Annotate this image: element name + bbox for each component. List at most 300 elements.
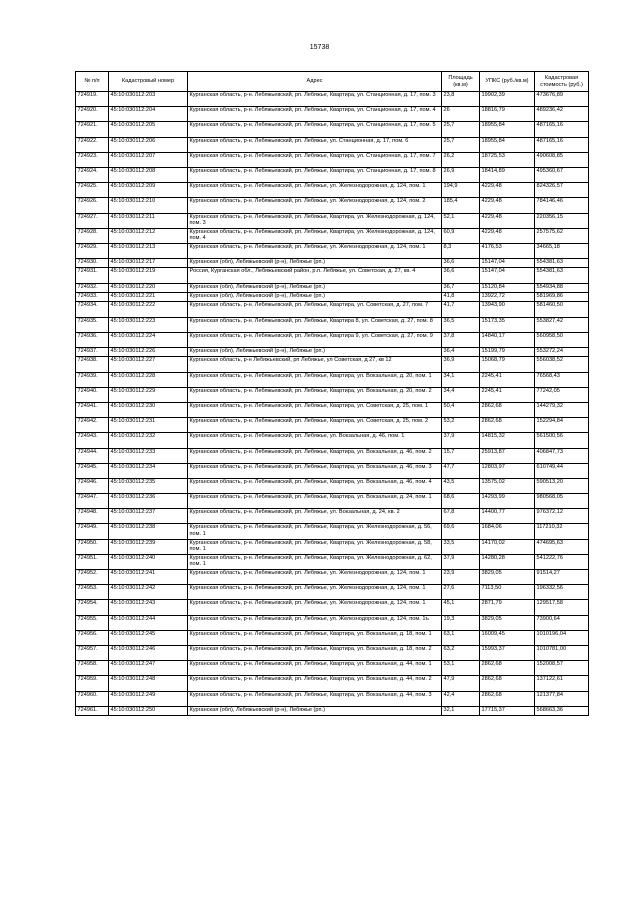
cell-cadastral-number: 45:10:030112:229	[109, 387, 188, 402]
cell-num: 724947.	[76, 494, 109, 509]
table-row	[76, 509, 589, 524]
table-row	[76, 630, 589, 645]
cadastral-table	[75, 71, 589, 716]
cell-address: Курганская область, р-н. Лебяжьевский, рп. Лебяжье, ул. Железнодорожная, д. 124, пом. 1	[188, 585, 442, 600]
cell-cadastral-number: 45:10:030112:249	[109, 691, 188, 706]
cell-address: Курганская область, р-н. Лебяжьевский, рп. Лебяжье, Квартира, ул. Станционная, д. 17, пом. 3	[188, 92, 442, 107]
cell-cadastral-number: 45:10:030112:207	[109, 152, 188, 167]
cell-upks: 4229,48	[480, 228, 535, 243]
cell-address: Курганская область, р-н. Лебяжьевский, рп. Лебяжье, ул. Железнодорожная, д. 124, пом. 1	[188, 183, 442, 198]
cell-cadastral-number: 45:10:030112:209	[109, 183, 188, 198]
cell-cadastral-cost: 117210,32	[535, 524, 589, 539]
cell-num: 724956.	[76, 630, 109, 645]
cell-cadastral-cost: 980568,05	[535, 494, 589, 509]
cell-address: Курганская область, р-н. Лебяжьевский, рп. Лебяжье, Квартира, ул. Вокзальная, д. 24, пом. 1	[188, 494, 442, 509]
header-num: № п/п	[76, 72, 109, 92]
cell-area: 63,2	[442, 645, 480, 660]
cell-address: Курганская (обл), Лебяжьевский (р-н), Лебяжье (рп.)	[188, 706, 442, 715]
cell-num: 724955.	[76, 615, 109, 630]
cell-cadastral-cost: 556038,52	[535, 357, 589, 372]
cell-cadastral-number: 45:10:030112:213	[109, 243, 188, 258]
cell-cadastral-cost: 77242,05	[535, 387, 589, 402]
cell-cadastral-number: 45:10:030112:230	[109, 402, 188, 417]
cell-area: 15,7	[442, 448, 480, 463]
cell-num: 724932.	[76, 283, 109, 292]
cell-address: Курганская область, р-н. Лебяжьевский, рп. Лебяжье, Квартира, ул. Вокзальная, д. 46, пом. 4	[188, 478, 442, 493]
cell-area: 41,8	[442, 293, 480, 302]
cell-cadastral-number: 45:10:030112:221	[109, 293, 188, 302]
cell-cadastral-number: 45:10:030112:235	[109, 478, 188, 493]
cell-num: 724925.	[76, 183, 109, 198]
cell-num: 724930.	[76, 259, 109, 268]
cell-address: Курганская (обл), Лебяжьевский (р-н), Лебяжье (рп.)	[188, 283, 442, 292]
cell-address: Курганская область, р-н. Лебяжьевский, рп. Лебяжье, Квартира, ул. Вокзальная, д. 46, пом. 3	[188, 463, 442, 478]
cell-cadastral-number: 45:10:030112:226	[109, 347, 188, 356]
cell-upks: 14840,17	[480, 332, 535, 347]
cell-num: 724921.	[76, 122, 109, 137]
cell-area: 36,7	[442, 283, 480, 292]
header-cadastral-number: Кадастровый номер	[109, 72, 188, 92]
cell-cadastral-cost: 76568,43	[535, 372, 589, 387]
cell-area: 26,2	[442, 152, 480, 167]
cell-upks: 2862,68	[480, 402, 535, 417]
cell-num: 724957.	[76, 645, 109, 660]
cell-cadastral-cost: 129517,58	[535, 600, 589, 615]
cell-upks: 2871,79	[480, 600, 535, 615]
cell-area: 50,4	[442, 402, 480, 417]
cell-address: Курганская область, р-н. Лебяжьевский, рп. Лебяжье, Квартира 8, ул. Советская, д. 27, пом. 8	[188, 317, 442, 332]
cell-upks: 14293,99	[480, 494, 535, 509]
cell-upks: 19902,39	[480, 92, 535, 107]
cell-num: 724927.	[76, 213, 109, 228]
cell-upks: 13943,90	[480, 302, 535, 317]
cell-address: Курганская область, р-н. Лебяжьевский, рп. Лебяжье, Квартира, ул. Советская, д. 27, пом. 7	[188, 302, 442, 317]
cell-cadastral-cost: 560958,50	[535, 332, 589, 347]
cell-upks: 4229,48	[480, 183, 535, 198]
cell-upks: 2862,68	[480, 661, 535, 676]
table-row	[76, 107, 589, 122]
cell-area: 19,3	[442, 615, 480, 630]
cell-area: 36,6	[442, 268, 480, 283]
cell-cadastral-number: 45:10:030112:240	[109, 554, 188, 569]
cell-address: Курганская область, р-н. Лебяжьевский, рп. Лебяжье, Квартира, ул. Железнодорожная, д. 58, пом. 1	[188, 539, 442, 554]
cell-num: 724941.	[76, 402, 109, 417]
cell-cadastral-number: 45:10:030112:211	[109, 213, 188, 228]
table-row	[76, 259, 589, 268]
cell-area: 36,6	[442, 259, 480, 268]
cell-upks: 2245,41	[480, 387, 535, 402]
header-row	[76, 72, 589, 92]
table-row	[76, 137, 589, 152]
cell-cadastral-cost: 406847,73	[535, 448, 589, 463]
header-upks: УПКС (руб./кв.м)	[480, 72, 535, 92]
cell-cadastral-cost: 495360,67	[535, 167, 589, 182]
cell-upks: 13575,02	[480, 478, 535, 493]
header-cadastral-cost: Кадастровая стоимость (руб.)	[535, 72, 589, 92]
cell-area: 45,1	[442, 600, 480, 615]
cell-cadastral-number: 45:10:030112:237	[109, 509, 188, 524]
cell-cadastral-number: 45:10:030112:220	[109, 283, 188, 292]
table-row	[76, 706, 589, 715]
cell-address: Курганская область, р-н Лебяжьевский, рп Лебяжье, ул Советская, д 27, кв 12	[188, 357, 442, 372]
cell-cadastral-cost: 976372,12	[535, 509, 589, 524]
cell-area: 26	[442, 107, 480, 122]
cell-address: Курганская область, р-н. Лебяжьевский, рп. Лебяжье, Квартира, ул. Советская, д. 25, пом. 1	[188, 402, 442, 417]
cell-upks: 14170,02	[480, 539, 535, 554]
cell-upks: 15120,84	[480, 283, 535, 292]
cell-area: 41,7	[442, 302, 480, 317]
cell-area: 68,6	[442, 494, 480, 509]
cell-address: Курганская область, р-н. Лебяжьевский, рп. Лебяжье, Квартира, ул. Железнодорожная, д. 124, пом. 3	[188, 213, 442, 228]
cell-cadastral-cost: 152008,57	[535, 661, 589, 676]
table-row	[76, 213, 589, 228]
table-header	[76, 72, 589, 92]
cell-upks: 4229,48	[480, 213, 535, 228]
cell-upks: 13922,72	[480, 293, 535, 302]
cell-area: 194,9	[442, 183, 480, 198]
cell-address: Курганская область, р-н. Лебяжьевский, рп. Лебяжье, Квартира, ул. Советская, д. 25, пом. 2	[188, 418, 442, 433]
cell-address: Курганская (обл), Лебяжьевский (р-н), Лебяжье (рп.)	[188, 293, 442, 302]
table-row	[76, 615, 589, 630]
cell-area: 34,1	[442, 372, 480, 387]
cell-upks: 14815,32	[480, 433, 535, 448]
cell-area: 33,5	[442, 539, 480, 554]
cell-num: 724920.	[76, 107, 109, 122]
cell-cadastral-cost: 541222,76	[535, 554, 589, 569]
table-row	[76, 283, 589, 292]
cell-cadastral-number: 45:10:030112:219	[109, 268, 188, 283]
cell-upks: 4229,48	[480, 198, 535, 213]
cell-num: 724959.	[76, 676, 109, 691]
cell-upks: 18955,84	[480, 122, 535, 137]
cell-cadastral-number: 45:10:030112:227	[109, 357, 188, 372]
cell-cadastral-cost: 487165,16	[535, 122, 589, 137]
cell-cadastral-number: 45:10:030112:224	[109, 332, 188, 347]
cell-cadastral-cost: 824326,57	[535, 183, 589, 198]
cell-num: 724944.	[76, 448, 109, 463]
cell-cadastral-number: 45:10:030112:205	[109, 122, 188, 137]
cell-address: Курганская область, р-н. Лебяжьевский, рп. Лебяжье, Квартира, ул. Станционная, д. 17, пом. 4	[188, 107, 442, 122]
cell-cadastral-number: 45:10:030112:228	[109, 372, 188, 387]
cell-area: 25,7	[442, 122, 480, 137]
cell-cadastral-cost: 784146,46	[535, 198, 589, 213]
cell-cadastral-cost: 554381,63	[535, 268, 589, 283]
cell-num: 724933.	[76, 293, 109, 302]
cell-cadastral-number: 45:10:030112:243	[109, 600, 188, 615]
cell-upks: 15147,04	[480, 259, 535, 268]
cell-cadastral-number: 45:10:030112:208	[109, 167, 188, 182]
cell-area: 37,9	[442, 554, 480, 569]
cell-num: 724935.	[76, 317, 109, 332]
table-row	[76, 293, 589, 302]
cell-upks: 15147,04	[480, 268, 535, 283]
table-row	[76, 524, 589, 539]
cell-cadastral-cost: 490608,85	[535, 152, 589, 167]
cell-cadastral-number: 45:10:030112:245	[109, 630, 188, 645]
table-row	[76, 600, 589, 615]
cell-address: Курганская область, р-н. Лебяжьевский, рп. Лебяжье, Квартира, ул. Вокзальная, д. 20, пом. 2	[188, 387, 442, 402]
cell-num: 724924.	[76, 167, 109, 182]
header-address: Адрес	[188, 72, 442, 92]
cell-cadastral-number: 45:10:030112:248	[109, 676, 188, 691]
table-row	[76, 402, 589, 417]
cell-area: 26,9	[442, 167, 480, 182]
cell-upks: 18816,79	[480, 107, 535, 122]
table-row	[76, 152, 589, 167]
cell-cadastral-number: 45:10:030112:222	[109, 302, 188, 317]
cell-cadastral-cost: 257575,62	[535, 228, 589, 243]
cell-address: Курганская (обл), Лебяжьевский (р-н), Лебяжье (рп.)	[188, 347, 442, 356]
cell-num: 724946.	[76, 478, 109, 493]
page-number: 15738	[309, 44, 330, 51]
cell-upks: 14280,28	[480, 554, 535, 569]
cell-upks: 1684,06	[480, 524, 535, 539]
cell-cadastral-cost: 554381,63	[535, 259, 589, 268]
cell-cadastral-cost: 590513,20	[535, 478, 589, 493]
cell-num: 724923.	[76, 152, 109, 167]
cell-num: 724922.	[76, 137, 109, 152]
cell-area: 43,5	[442, 478, 480, 493]
cell-area: 53,2	[442, 418, 480, 433]
cell-num: 724939.	[76, 372, 109, 387]
table-row	[76, 691, 589, 706]
cell-num: 724929.	[76, 243, 109, 258]
table-row	[76, 302, 589, 317]
cell-area: 60,9	[442, 228, 480, 243]
cell-num: 724953.	[76, 585, 109, 600]
cell-area: 47,7	[442, 463, 480, 478]
table-row	[76, 243, 589, 258]
table-row	[76, 661, 589, 676]
table-row	[76, 332, 589, 347]
cell-area: 63,1	[442, 630, 480, 645]
cell-cadastral-cost: 487165,16	[535, 137, 589, 152]
cell-cadastral-number: 45:10:030112:234	[109, 463, 188, 478]
table-row	[76, 228, 589, 243]
cell-address: Курганская область, р-н. Лебяжьевский, рп. Лебяжье, ул. Железнодорожная, д. 124, пом. 1	[188, 570, 442, 585]
cell-cadastral-number: 45:10:030112:242	[109, 585, 188, 600]
cell-num: 724934.	[76, 302, 109, 317]
cell-cadastral-cost: 220356,15	[535, 213, 589, 228]
table-row	[76, 433, 589, 448]
cell-address: Курганская область, р-н. Лебяжьевский, рп. Лебяжье, ул. Железнодорожная, д. 124, пом. 2	[188, 198, 442, 213]
cell-num: 724937.	[76, 347, 109, 356]
cell-area: 32,1	[442, 706, 480, 715]
cell-upks: 15173,35	[480, 317, 535, 332]
cell-address: Курганская область, р-н. Лебяжьевский, рп. Лебяжье, ул. Железнодорожная, д. 124, пом. 1	[188, 243, 442, 258]
table-row	[76, 448, 589, 463]
cell-upks: 15199,79	[480, 347, 535, 356]
cell-cadastral-number: 45:10:030112:212	[109, 228, 188, 243]
cell-address: Курганская область, р-н. Лебяжьевский, рп. Лебяжье, ул. Вокзальная, д. 24, кв. 2	[188, 509, 442, 524]
cell-num: 724926.	[76, 198, 109, 213]
cell-cadastral-cost: 489236,42	[535, 107, 589, 122]
cell-cadastral-number: 45:10:030112:203	[109, 92, 188, 107]
cell-upks: 2862,68	[480, 691, 535, 706]
cell-area: 69,6	[442, 524, 480, 539]
cell-upks: 2862,68	[480, 676, 535, 691]
cell-area: 53,1	[442, 661, 480, 676]
cell-cadastral-cost: 581460,50	[535, 302, 589, 317]
cell-num: 724960.	[76, 691, 109, 706]
header-area: Площадь (кв.м)	[442, 72, 480, 92]
cell-cadastral-cost: 152294,84	[535, 418, 589, 433]
table-row	[76, 570, 589, 585]
cell-cadastral-number: 45:10:030112:241	[109, 570, 188, 585]
cell-upks: 3829,05	[480, 615, 535, 630]
cell-cadastral-number: 45:10:030112:217	[109, 259, 188, 268]
cell-area: 185,4	[442, 198, 480, 213]
cell-cadastral-cost: 34665,18	[535, 243, 589, 258]
table-row	[76, 317, 589, 332]
cell-num: 724952.	[76, 570, 109, 585]
cell-cadastral-cost: 1010781,00	[535, 645, 589, 660]
cell-upks: 18414,89	[480, 167, 535, 182]
cell-address: Курганская область, р-н. Лебяжьевский, рп. Лебяжье, ул. Вокзальная, д. 46, пом. 1	[188, 433, 442, 448]
cell-num: 724958.	[76, 661, 109, 676]
table-row	[76, 676, 589, 691]
cell-area: 47,9	[442, 676, 480, 691]
cell-address: Курганская (обл), Лебяжьевский (р-н), Лебяжье (рп.)	[188, 259, 442, 268]
cell-address: Курганская область, р-н. Лебяжьевский, рп. Лебяжье, ул. Станционная, д. 17, пом. 6	[188, 137, 442, 152]
cell-num: 724954.	[76, 600, 109, 615]
cell-upks: 7113,50	[480, 585, 535, 600]
cell-cadastral-cost: 137122,61	[535, 676, 589, 691]
cell-num: 724945.	[76, 463, 109, 478]
cell-upks: 3829,05	[480, 570, 535, 585]
cell-address: Курганская область, р-н. Лебяжьевский, рп. Лебяжье, Квартира, ул. Вокзальная, д. 44, пом. 3	[188, 691, 442, 706]
cell-area: 67,8	[442, 509, 480, 524]
cell-cadastral-number: 45:10:030112:250	[109, 706, 188, 715]
cell-cadastral-cost: 473676,89	[535, 92, 589, 107]
cell-area: 36,5	[442, 317, 480, 332]
cell-cadastral-cost: 121377,84	[535, 691, 589, 706]
cell-cadastral-cost: 554934,88	[535, 283, 589, 292]
cell-cadastral-number: 45:10:030112:210	[109, 198, 188, 213]
cell-upks: 14400,77	[480, 509, 535, 524]
cell-upks: 16009,45	[480, 630, 535, 645]
cell-cadastral-number: 45:10:030112:239	[109, 539, 188, 554]
cell-address: Курганская область, р-н. Лебяжьевский, рп. Лебяжье, Квартира, ул. Станционная, д. 17, пом. 8	[188, 167, 442, 182]
cell-address: Курганская область, р-н. Лебяжьевский, рп. Лебяжье, Квартира, ул. Вокзальная, д. 18, пом. 1	[188, 630, 442, 645]
cell-cadastral-cost: 553827,42	[535, 317, 589, 332]
table-row	[76, 554, 589, 569]
cell-num: 724961.	[76, 706, 109, 715]
table-row	[76, 347, 589, 356]
cell-address: Курганская область, р-н. Лебяжьевский, рп. Лебяжье, Квартира, ул. Железнодорожная, д. 62, пом. 1	[188, 554, 442, 569]
cell-num: 724942.	[76, 418, 109, 433]
table-row	[76, 357, 589, 372]
cell-area: 23,9	[442, 570, 480, 585]
cell-cadastral-number: 45:10:030112:246	[109, 645, 188, 660]
cell-cadastral-number: 45:10:030112:247	[109, 661, 188, 676]
cell-cadastral-number: 45:10:030112:236	[109, 494, 188, 509]
cell-upks: 15068,79	[480, 357, 535, 372]
cell-num: 724949.	[76, 524, 109, 539]
cell-cadastral-cost: 581969,86	[535, 293, 589, 302]
table-row	[76, 478, 589, 493]
cell-upks: 2245,41	[480, 372, 535, 387]
cell-area: 23,8	[442, 92, 480, 107]
cell-cadastral-number: 45:10:030112:238	[109, 524, 188, 539]
table-row	[76, 92, 589, 107]
table-row	[76, 372, 589, 387]
table-row	[76, 387, 589, 402]
cell-area: 8,3	[442, 243, 480, 258]
table-row	[76, 122, 589, 137]
cell-cadastral-cost: 474695,63	[535, 539, 589, 554]
table-row	[76, 539, 589, 554]
cell-num: 724928.	[76, 228, 109, 243]
cell-num: 724950.	[76, 539, 109, 554]
cell-area: 36,4	[442, 347, 480, 356]
cell-cadastral-number: 45:10:030112:204	[109, 107, 188, 122]
cell-cadastral-number: 45:10:030112:231	[109, 418, 188, 433]
cell-upks: 18955,84	[480, 137, 535, 152]
cell-address: Курганская область, р-н. Лебяжьевский, рп. Лебяжье, Квартира 9, ул. Советская, д. 27, пом. 9	[188, 332, 442, 347]
cell-cadastral-cost: 91514,27	[535, 570, 589, 585]
cell-address: Россия, Курганская обл., Лебяжьевский район, р.п. Лебяжье, ул. Советская, д. 27, кв. 4	[188, 268, 442, 283]
table-row	[76, 585, 589, 600]
cell-cadastral-cost: 1010196,04	[535, 630, 589, 645]
cell-address: Курганская область, р-н. Лебяжьевский, рп. Лебяжье, Квартира, ул. Вокзальная, д. 46, пом. 2	[188, 448, 442, 463]
cell-area: 37,8	[442, 332, 480, 347]
cell-address: Курганская область, р-н. Лебяжьевский, рп. Лебяжье, Квартира, ул. Вокзальная, д. 44, пом. 2	[188, 676, 442, 691]
table-row	[76, 268, 589, 283]
cell-area: 36,9	[442, 357, 480, 372]
cell-address: Курганская область, р-н. Лебяжьевский, рп. Лебяжье, ул. Железнодорожная, д. 124, пом. 1ъ	[188, 615, 442, 630]
cell-cadastral-cost: 568663,36	[535, 706, 589, 715]
table-row	[76, 494, 589, 509]
cell-address: Курганская область, р-н. Лебяжьевский, рп. Лебяжье, Квартира, ул. Железнодорожная, д. 56, пом. 1	[188, 524, 442, 539]
cell-cadastral-cost: 561500,56	[535, 433, 589, 448]
table-row	[76, 418, 589, 433]
table-row	[76, 198, 589, 213]
cell-area: 27,6	[442, 585, 480, 600]
cell-num: 724943.	[76, 433, 109, 448]
cell-cadastral-cost: 144279,32	[535, 402, 589, 417]
cell-address: Курганская область, р-н. Лебяжьевский, рп. Лебяжье, Квартира, ул. Железнодорожная, д. 124, пом. 4	[188, 228, 442, 243]
cell-num: 724938.	[76, 357, 109, 372]
cell-area: 37,9	[442, 433, 480, 448]
cell-num: 724919.	[76, 92, 109, 107]
table-row	[76, 645, 589, 660]
cell-upks: 15993,37	[480, 645, 535, 660]
cell-num: 724931.	[76, 268, 109, 283]
cell-cadastral-cost: 610749,44	[535, 463, 589, 478]
table-row	[76, 463, 589, 478]
cell-num: 724948.	[76, 509, 109, 524]
cell-address: Курганская область, р-н. Лебяжьевский, рп. Лебяжье, Квартира, ул. Станционная, д. 17, пом. 5	[188, 122, 442, 137]
cell-upks: 12803,97	[480, 463, 535, 478]
cell-cadastral-number: 45:10:030112:223	[109, 317, 188, 332]
cell-cadastral-number: 45:10:030112:206	[109, 137, 188, 152]
cell-area: 52,1	[442, 213, 480, 228]
cell-cadastral-cost: 73900,64	[535, 615, 589, 630]
cell-area: 34,4	[442, 387, 480, 402]
cell-address: Курганская область, р-н. Лебяжьевский, рп. Лебяжье, ул. Железнодорожная, д. 124, пом. 1	[188, 600, 442, 615]
table-row	[76, 167, 589, 182]
cell-area: 42,4	[442, 691, 480, 706]
cell-address: Курганская область, р-н. Лебяжьевский, рп. Лебяжье, Квартира, ул. Вокзальная, д. 44, пом. 1	[188, 661, 442, 676]
table-row	[76, 183, 589, 198]
cell-upks: 17715,37	[480, 706, 535, 715]
cell-area: 25,7	[442, 137, 480, 152]
table-body	[76, 92, 589, 716]
cell-upks: 4176,53	[480, 243, 535, 258]
cell-address: Курганская область, р-н. Лебяжьевский, рп. Лебяжье, Квартира, ул. Вокзальная, д. 18, пом. 2	[188, 645, 442, 660]
cell-num: 724951.	[76, 554, 109, 569]
